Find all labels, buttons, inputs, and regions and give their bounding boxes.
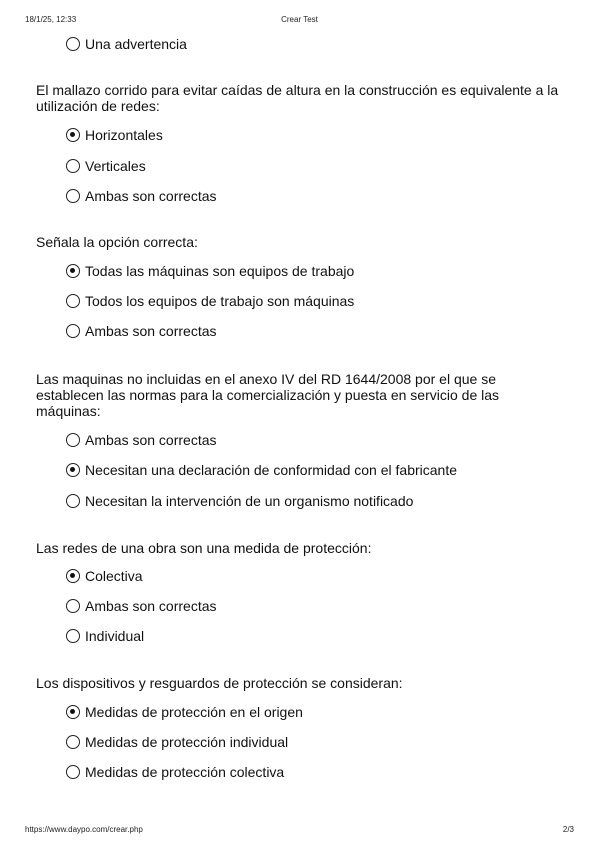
radio-icon[interactable] bbox=[66, 569, 80, 583]
option-item[interactable] bbox=[66, 322, 217, 340]
footer-url: https://www.daypo.com/crear.php bbox=[25, 825, 143, 834]
option-label: Ambas son correctas bbox=[85, 188, 217, 204]
radio-icon[interactable] bbox=[66, 189, 80, 203]
question-text: Las maquinas no incluidas en el anexo IV del RD 1644/2008 por el que se establecen las normas para la comercialización y puesta en servicio de las máquinas: bbox=[36, 371, 500, 419]
print-date: 18/1/25, 12:33 bbox=[25, 15, 77, 24]
radio-icon[interactable] bbox=[66, 463, 80, 477]
option-label: Una advertencia bbox=[85, 36, 187, 52]
radio-icon[interactable] bbox=[66, 37, 80, 51]
radio-icon[interactable] bbox=[66, 128, 80, 142]
option-label: Individual bbox=[85, 628, 145, 644]
option-label: Necesitan una declaración de conformidad con el fabricante bbox=[85, 462, 458, 478]
option-label: Verticales bbox=[85, 158, 146, 174]
option-item[interactable] bbox=[66, 763, 284, 781]
radio-icon[interactable] bbox=[66, 735, 80, 749]
option-label: Ambas son correctas bbox=[85, 323, 217, 339]
page-title: Crear Test bbox=[281, 15, 318, 24]
question-text: Los dispositivos y resguardos de protección se consideran: bbox=[36, 675, 403, 691]
option-item[interactable] bbox=[66, 492, 413, 510]
option-item[interactable] bbox=[66, 627, 144, 645]
page-number: 2/3 bbox=[562, 825, 574, 834]
option-item[interactable] bbox=[66, 126, 163, 144]
option-label: Horizontales bbox=[85, 127, 163, 143]
option-label: Ambas son correctas bbox=[85, 598, 217, 614]
option-label: Medidas de protección individual bbox=[85, 734, 289, 750]
option-item[interactable] bbox=[66, 262, 354, 280]
option-label: Todos los equipos de trabajo son máquinas bbox=[85, 293, 355, 309]
radio-icon[interactable] bbox=[66, 765, 80, 779]
radio-icon[interactable] bbox=[66, 294, 80, 308]
radio-icon[interactable] bbox=[66, 159, 80, 173]
option-item[interactable] bbox=[66, 187, 217, 205]
radio-icon[interactable] bbox=[66, 494, 80, 508]
option-item[interactable] bbox=[66, 597, 217, 615]
option-item[interactable] bbox=[66, 703, 303, 721]
option-item[interactable] bbox=[66, 733, 288, 751]
option-item[interactable] bbox=[66, 292, 354, 310]
question-text: Las redes de una obra son una medida de protección: bbox=[36, 540, 372, 556]
option-label: Ambas son correctas bbox=[85, 432, 217, 448]
option-label: Colectiva bbox=[85, 568, 143, 584]
radio-icon[interactable] bbox=[66, 599, 80, 613]
radio-icon[interactable] bbox=[66, 433, 80, 447]
question-text: El mallazo corrido para evitar caídas de altura en la construcción es equivalente a la utilización de redes: bbox=[36, 82, 559, 114]
option-item[interactable] bbox=[66, 157, 146, 175]
option-item[interactable] bbox=[66, 431, 217, 449]
radio-icon[interactable] bbox=[66, 705, 80, 719]
option-label: Medidas de protección colectiva bbox=[85, 764, 285, 780]
option-una-advertencia[interactable] bbox=[66, 35, 187, 53]
radio-icon[interactable] bbox=[66, 264, 80, 278]
radio-icon[interactable] bbox=[66, 629, 80, 643]
radio-icon[interactable] bbox=[66, 324, 80, 338]
option-label: Necesitan la intervención de un organismo notificado bbox=[85, 493, 414, 509]
option-label: Medidas de protección en el origen bbox=[85, 704, 303, 720]
option-item[interactable] bbox=[66, 461, 457, 479]
question-text: Señala la opción correcta: bbox=[36, 234, 198, 250]
option-item[interactable] bbox=[66, 567, 143, 585]
option-label: Todas las máquinas son equipos de trabajo bbox=[85, 263, 355, 279]
